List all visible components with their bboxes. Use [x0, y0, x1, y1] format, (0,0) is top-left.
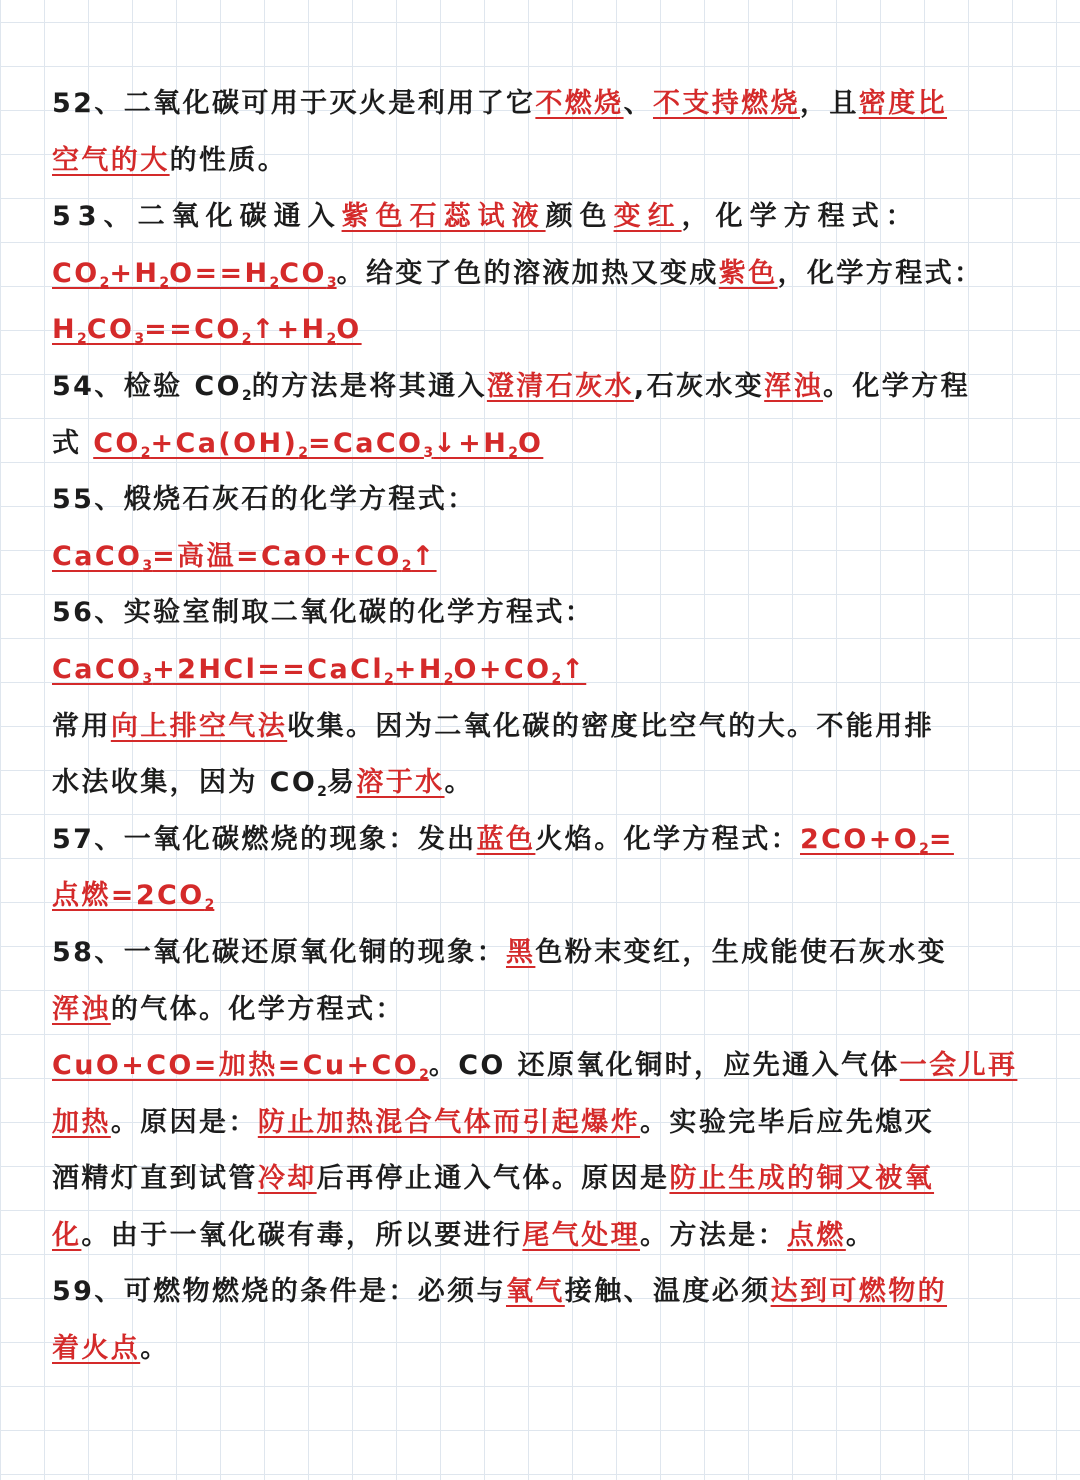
body-text: 。CO 还原氧化铜时，应先通入气体	[428, 1050, 900, 1082]
text-line	[52, 1208, 1028, 1265]
text-line	[52, 302, 1028, 359]
answer-text: $H_2CO_3==CO_2↑+H_2O$	[52, 314, 362, 348]
text-line	[52, 359, 1028, 416]
text-line	[52, 755, 1028, 812]
body-text: 颜色	[545, 201, 614, 233]
text-line	[52, 416, 1028, 473]
answer-text: 不支持燃烧	[652, 88, 800, 119]
text-line	[52, 1038, 1028, 1095]
notes-page	[52, 76, 1028, 1378]
answer-text: 空气的大	[52, 144, 170, 176]
text-line	[52, 1264, 1028, 1321]
body-text: 水法收集，因为 $CO_2$易	[52, 767, 357, 801]
body-text: 。实验完毕后应先熄灭	[640, 1106, 935, 1138]
body-text: 火焰。化学方程式：	[535, 823, 800, 855]
body-text: 55、煅烧石灰石的化学方程式：	[52, 484, 477, 516]
answer-text: 紫色石蕊试液	[341, 201, 546, 233]
answer-text: 尾气处理	[522, 1219, 641, 1251]
answer-text: $2CO+O_2=$	[800, 823, 954, 857]
answer-text: CuO+CO=加热$=Cu+CO_2$	[52, 1050, 429, 1084]
body-text: 59、可燃物燃烧的条件是：必须与	[52, 1276, 506, 1308]
body-text: 58、一氧化碳还原氧化铜的现象：	[52, 936, 506, 968]
body-text: 。	[845, 1219, 876, 1251]
answer-text: 化	[52, 1219, 82, 1251]
body-text: 后再停止通入气体。原因是	[316, 1163, 670, 1195]
body-text: 。	[444, 767, 474, 799]
text-line	[52, 76, 1028, 133]
body-text: 54、检验 $CO_2$的方法是将其通入	[52, 370, 487, 404]
text-line	[52, 925, 1028, 982]
answer-text: 点燃$=2CO_2$	[52, 880, 215, 914]
body-text: ,石灰水变	[633, 370, 765, 402]
text-line	[52, 529, 1028, 586]
answer-text: 加热	[52, 1106, 111, 1138]
body-text: 色粉末变红，生成能使石灰水变	[535, 936, 947, 968]
body-text: 的性质。	[169, 144, 288, 176]
body-text: 收集。因为二氧化碳的密度比空气的大。不能用排	[287, 710, 935, 742]
text-line	[52, 585, 1028, 642]
text-line	[52, 246, 1028, 303]
answer-text: 冷却	[257, 1163, 317, 1195]
answer-text: 密度比	[858, 88, 947, 119]
answer-text: 向上排空气法	[110, 710, 288, 742]
answer-text: 紫色	[718, 257, 778, 289]
body-text: 。方法是：	[640, 1219, 788, 1251]
answer-text: 黑	[505, 936, 536, 968]
answer-text: 氧气	[505, 1276, 565, 1308]
body-text: 。	[140, 1333, 170, 1365]
text-line	[52, 699, 1028, 756]
answer-text: 达到可燃物的	[770, 1276, 948, 1308]
answer-text: 不燃烧	[535, 88, 624, 119]
body-text: 式	[52, 427, 94, 459]
body-text: 。由于一氧化碳有毒，所以要进行	[81, 1219, 523, 1251]
body-text: 。原因是：	[110, 1106, 258, 1138]
body-text: 的气体。化学方程式：	[110, 993, 405, 1025]
text-line	[52, 472, 1028, 529]
body-text: 、	[623, 88, 653, 119]
text-line	[52, 1095, 1028, 1152]
body-text: ，且	[799, 88, 859, 119]
body-text: 。化学方程	[822, 370, 970, 402]
answer-text: 防止生成的铜又被氧	[669, 1163, 935, 1195]
text-line	[52, 868, 1028, 925]
answer-text: 防止加热混合气体而引起爆炸	[257, 1106, 641, 1138]
answer-text: 浑浊	[52, 993, 111, 1025]
body-text: 常用	[52, 710, 111, 742]
body-text: 酒精灯直到试管	[52, 1163, 258, 1195]
answer-text: 溶于水	[356, 767, 445, 799]
text-line	[52, 189, 1028, 246]
answer-text: 一会儿再	[899, 1050, 1018, 1082]
body-text: ，化学方程式：	[777, 257, 984, 289]
text-line	[52, 133, 1028, 190]
body-text: 56、实验室制取二氧化碳的化学方程式：	[52, 597, 595, 629]
body-text: 57、一氧化碳燃烧的现象：发出	[52, 823, 477, 855]
answer-text: 蓝色	[476, 823, 536, 855]
body-text: 52、二氧化碳可用于灭火是利用了它	[52, 88, 536, 119]
answer-text: $CO_2+Ca(OH)_2=CaCO_3↓+H_2O$	[93, 427, 544, 461]
answer-text: 着火点	[52, 1333, 141, 1365]
body-text: 。给变了色的溶液加热又变成	[336, 257, 719, 289]
body-text: ，化学方程式：	[681, 201, 920, 233]
body-text: 53、二氧化碳通入	[52, 201, 342, 233]
answer-text: $CO_2+H_2O==H_2CO_3$	[52, 257, 337, 291]
answer-text: 变红	[613, 201, 682, 233]
answer-text: 澄清石灰水	[486, 370, 634, 402]
body-text: 接触、温度必须	[564, 1276, 771, 1308]
answer-text: $CaCO_3+2HCl==CaCl_2+H_2O+CO_2↑$	[52, 653, 587, 687]
answer-text: 点燃	[787, 1219, 846, 1251]
text-line	[52, 642, 1028, 699]
answer-text: CaCO$_3$=高温$=CaO+CO_2↑$	[52, 540, 437, 574]
text-line	[52, 812, 1028, 869]
text-line	[52, 1321, 1028, 1378]
text-line	[52, 1151, 1028, 1208]
text-line	[52, 982, 1028, 1039]
answer-text: 浑浊	[764, 370, 823, 402]
